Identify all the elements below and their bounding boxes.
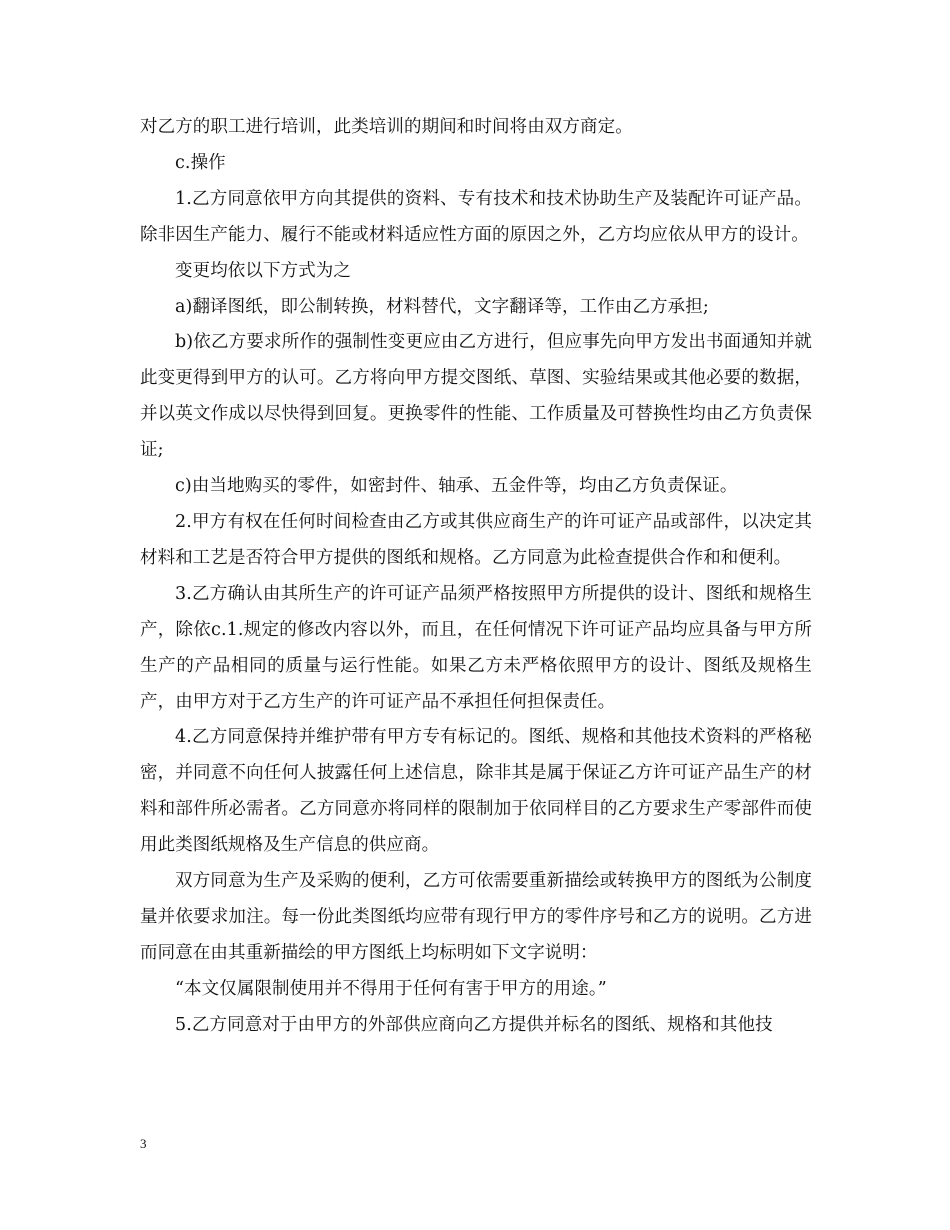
paragraph-clause-2: 2.甲方有权在任何时间检查由乙方或其供应商生产的许可证产品或部件，以决定其材料和工艺是否符合甲方提供的图纸和规格。乙方同意为此检查提供合作和和便利。	[140, 511, 812, 568]
paragraph-drawings-agreement: 双方同意为生产及采购的便利，乙方可依需要重新描绘或转换甲方的图纸为公制度量并依要求加注。每一份此类图纸均应带有现行甲方的零件序号和乙方的说明。乙方进而同意在由其重新描绘的甲方图纸上均标明如下文字说明：	[140, 871, 812, 963]
document-body	[140, 110, 812, 1044]
page-number: 3	[140, 1136, 147, 1151]
paragraph-changes-intro: 变更均依以下方式为之	[175, 260, 351, 281]
section-heading-operation: c.操作	[175, 152, 226, 173]
paragraph-clause-5: 5.乙方同意对于由甲方的外部供应商向乙方提供并标名的图纸、规格和其他技	[175, 1014, 773, 1035]
paragraph-item-c: c)由当地购买的零件，如密封件、轴承、五金件等，均由乙方负责保证。	[175, 476, 738, 497]
paragraph-clause-4: 4.乙方同意保持并维护带有甲方专有标记的。图纸、规格和其他技术资料的严格秘密，并同意不向任何人披露任何上述信息，除非其是属于保证乙方许可证产品生产的材料和部件所必需者。乙方同意亦将同样的限制加于依同样目的乙方要求生产零部件而使用此类图纸规格及生产信息的供应商。	[140, 727, 812, 856]
paragraph-item-a: a)翻译图纸，即公制转换，材料替代，文字翻译等，工作由乙方承担;	[175, 296, 709, 317]
paragraph-quoted-notice: “本文仅属限制使用并不得用于任何有害于甲方的用途。”	[175, 978, 607, 999]
paragraph-training: 对乙方的职工进行培训，此类培训的期间和时间将由双方商定。	[140, 117, 633, 137]
paragraph-clause-3: 3.乙方确认由其所生产的许可证产品须严格按照甲方所提供的设计、图纸和规格生产，除依c.1.规定的修改内容以外，而且，在任何情况下许可证产品均应具备与甲方所生产的产品相同的质量与运行性能。如果乙方未严格依照甲方的设计、图纸及规格生产，由甲方对于乙方生产的许可证产品不承担任何担保责任。	[140, 583, 812, 712]
paragraph-clause-1: 1.乙方同意依甲方向其提供的资料、专有技术和技术协助生产及装配许可证产品。除非因生产能力、履行不能或材料适应性方面的原因之外，乙方均应依从甲方的设计。	[140, 188, 812, 245]
paragraph-item-b: b)依乙方要求所作的强制性变更应由乙方进行，但应事先向甲方发出书面通知并就此变更得到甲方的认可。乙方将向甲方提交图纸、草图、实验结果或其他必要的数据，并以英文作成以尽快得到回复。更换零件的性能、工作质量及可替换性均由乙方负责保证;	[140, 332, 812, 461]
